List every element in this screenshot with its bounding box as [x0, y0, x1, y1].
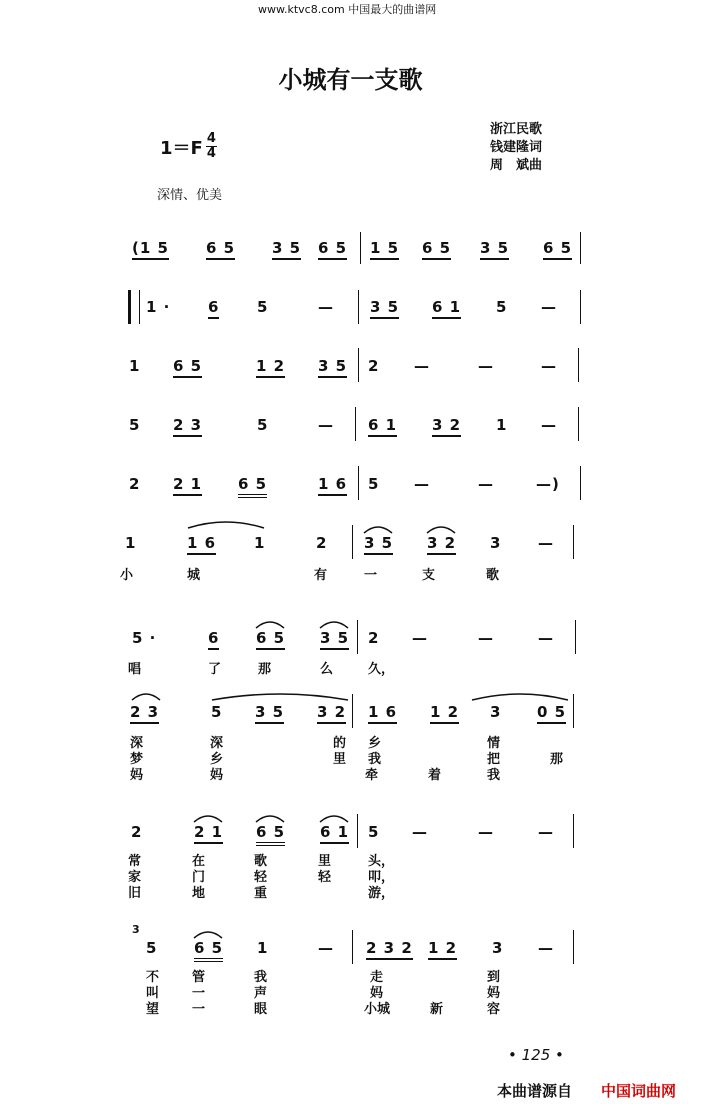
note: 3 5: [272, 238, 301, 260]
staff-row-4: [0, 415, 701, 439]
lyric: 那: [258, 662, 272, 677]
note: 3 5: [320, 628, 349, 650]
note: 5: [211, 703, 223, 721]
note: 6 1: [368, 415, 397, 437]
note: 3 5: [255, 702, 284, 724]
note: 5: [257, 298, 269, 316]
bar-line: [358, 466, 359, 500]
note: 1: [496, 416, 508, 434]
credit-origin: 浙江民歌: [490, 122, 543, 137]
time-signature: [206, 132, 217, 161]
note: 3: [490, 534, 502, 552]
slur-mark: [186, 518, 266, 530]
lyric: 深: [130, 736, 144, 751]
note: 2 3 2: [366, 938, 413, 960]
lyric: 游，: [368, 886, 395, 901]
lyric: 乡: [210, 752, 224, 767]
tempo-marking: 深情、优美: [157, 188, 223, 203]
bar-line: [357, 814, 358, 848]
lyric: 门: [192, 870, 206, 885]
lyric: 在: [192, 854, 206, 869]
note: 6: [208, 628, 219, 650]
note: 6 5: [422, 238, 451, 260]
note: —: [414, 475, 430, 493]
bar-line: [580, 232, 581, 264]
lyric: 把: [487, 752, 501, 767]
staff-row-9: [0, 822, 701, 846]
lyric: 妈: [130, 768, 144, 783]
lyric: 妈: [210, 768, 224, 783]
lyric: 望: [146, 1002, 160, 1017]
lyric: 么: [320, 662, 334, 677]
lyric: 有: [314, 568, 328, 583]
bar-line: [573, 930, 574, 964]
note: —: [541, 298, 557, 316]
lyric: 里: [318, 854, 332, 869]
fermata-marker: 3: [132, 923, 141, 936]
note: 3 2: [432, 415, 461, 437]
slur-mark: [470, 690, 570, 702]
lyric: 头，: [368, 854, 395, 869]
note: 2 3: [130, 702, 159, 724]
lyric: 常: [128, 854, 142, 869]
lyric: 容: [487, 1002, 501, 1017]
lyric: 叩，: [368, 870, 395, 885]
lyric: 我: [254, 970, 268, 985]
note: —: [538, 823, 554, 841]
lyric: 到: [487, 970, 501, 985]
note: 1: [254, 534, 266, 552]
note: —: [478, 357, 494, 375]
credit-lyricist: 钱建隆词: [490, 140, 543, 155]
note: 2: [131, 823, 143, 841]
bar-line: [358, 290, 359, 324]
note: 6: [208, 297, 219, 319]
key-signature: [160, 132, 217, 161]
note: 5: [496, 298, 508, 316]
note: 3 2: [317, 702, 346, 724]
lyric: 一: [192, 1002, 206, 1017]
note: 3: [490, 703, 502, 721]
bar-line: [575, 620, 576, 654]
note: 1: [129, 357, 141, 375]
lyric: 乡: [368, 736, 382, 751]
slur-mark: [130, 690, 162, 702]
note: 6 5: [256, 822, 285, 846]
bar-line: [573, 525, 574, 559]
note: 5: [129, 416, 141, 434]
bar-line: [580, 466, 581, 500]
note: 5: [257, 416, 269, 434]
credits: [490, 121, 542, 175]
lyric: 小: [120, 568, 134, 583]
note: 2: [129, 475, 141, 493]
lyric: 着: [428, 768, 442, 783]
bar-line: [360, 232, 361, 264]
lyric: 管: [192, 970, 206, 985]
lyric: 走: [370, 970, 384, 985]
note: 5: [368, 823, 380, 841]
note: 1 2: [430, 702, 459, 724]
lyric: 支: [422, 568, 436, 583]
note: 5: [146, 939, 158, 957]
staff-row-7: [0, 628, 701, 652]
lyric: 歌: [486, 568, 500, 583]
lyric: 轻: [254, 870, 268, 885]
note: —: [318, 298, 334, 316]
note: 2: [368, 357, 380, 375]
bar-line: [352, 525, 353, 559]
note: 2: [368, 629, 380, 647]
bar-line: [357, 620, 358, 654]
note: 2 1: [194, 822, 223, 844]
staff-row-3: [0, 356, 701, 380]
lyric: 小城: [364, 1002, 391, 1017]
note: —: [538, 939, 554, 957]
bar-line: [573, 694, 574, 728]
bar-line: [580, 290, 581, 324]
note: —: [478, 823, 494, 841]
lyric: 叫: [146, 986, 160, 1001]
note: —: [412, 629, 428, 647]
bar-line: [578, 407, 579, 441]
lyric: 轻: [318, 870, 332, 885]
note: 0 5: [537, 702, 566, 724]
note: 6 5: [256, 628, 285, 650]
bar-line: [355, 407, 356, 441]
lyric: 梦: [130, 752, 144, 767]
lyric: 牵: [365, 768, 379, 783]
note: —: [412, 823, 428, 841]
note: (1 5: [132, 238, 169, 260]
source-site-link[interactable]: 中国词曲网: [601, 1082, 677, 1100]
staff-row-6: [0, 533, 701, 557]
note: 5: [368, 475, 380, 493]
staff-row-5: [0, 474, 701, 498]
repeat-start-sign: [128, 290, 140, 324]
bar-line: [578, 348, 579, 382]
note: 6 5: [318, 238, 347, 260]
note: 1: [257, 939, 269, 957]
lyric: 旧: [128, 886, 142, 901]
lyric: 我: [368, 752, 382, 767]
staff-row-8: [0, 702, 701, 726]
note: 1 2: [256, 356, 285, 378]
page-number: • 125 •: [508, 1046, 564, 1064]
note: 1 ·: [146, 298, 171, 316]
lyric: 不: [146, 970, 160, 985]
lyric: 地: [192, 886, 206, 901]
note: 1 6: [318, 474, 347, 496]
lyric: 一: [364, 568, 378, 583]
note: 6 5: [238, 474, 267, 498]
note: —: [538, 534, 554, 552]
lyric: 一: [192, 986, 206, 1001]
site-header-url[interactable]: www.ktvc8.com 中国最大的曲谱网: [258, 3, 437, 16]
source-label: 本曲谱源自: [497, 1082, 573, 1100]
note: 6 1: [432, 297, 461, 319]
lyric: 那: [550, 752, 564, 767]
note: 1: [125, 534, 137, 552]
bar-line: [573, 814, 574, 848]
bar-line: [352, 694, 353, 728]
note: —: [318, 939, 334, 957]
note: 2 3: [173, 415, 202, 437]
note: 5 ·: [132, 629, 157, 647]
note: 6 1: [320, 822, 349, 844]
lyric: 家: [128, 870, 142, 885]
note: 6 5: [543, 238, 572, 260]
bar-line: [358, 348, 359, 382]
note: 1 5: [370, 238, 399, 260]
note: 3 5: [364, 533, 393, 555]
note: 2 1: [173, 474, 202, 496]
note: —: [541, 416, 557, 434]
note: 1 2: [428, 938, 457, 960]
slur-mark: [210, 690, 350, 702]
lyric: 声: [254, 986, 268, 1001]
note: —: [414, 357, 430, 375]
key-label: 1＝F: [160, 137, 203, 159]
note: 6 5: [194, 938, 223, 962]
staff-row-10: [0, 938, 701, 962]
lyric: 唱: [128, 662, 142, 677]
time-denominator: 4: [206, 146, 216, 161]
note: 3: [492, 939, 504, 957]
lyric: 新: [430, 1002, 444, 1017]
lyric: 我: [487, 768, 501, 783]
lyric: 了: [208, 662, 222, 677]
lyric: 情: [487, 736, 501, 751]
note: 3 2: [427, 533, 456, 555]
note: —: [478, 475, 494, 493]
lyric: 歌: [254, 854, 268, 869]
note: 6 5: [206, 238, 235, 260]
staff-row-2: [0, 297, 701, 321]
lyric: 城: [187, 568, 201, 583]
lyric: 久，: [368, 662, 395, 677]
note: 3 5: [480, 238, 509, 260]
song-title: 小城有一支歌: [278, 66, 423, 94]
lyric: 深: [210, 736, 224, 751]
note: —): [536, 475, 560, 493]
note: —: [478, 629, 494, 647]
lyric: 妈: [487, 986, 501, 1001]
note: 3 5: [318, 356, 347, 378]
note: —: [318, 416, 334, 434]
lyric: 里: [333, 752, 347, 767]
note: 1 6: [368, 702, 397, 724]
note: —: [538, 629, 554, 647]
lyric: 眼: [254, 1002, 268, 1017]
note: 3 5: [370, 297, 399, 319]
credit-composer: 周 斌曲: [490, 158, 543, 173]
note: 2: [316, 534, 328, 552]
bar-line: [352, 930, 353, 964]
lyric: 的: [333, 736, 347, 751]
note: 1 6: [187, 533, 216, 555]
note: —: [541, 357, 557, 375]
note: 6 5: [173, 356, 202, 378]
lyric: 重: [254, 886, 268, 901]
lyric: 妈: [370, 986, 384, 1001]
time-numerator: 4: [206, 131, 216, 146]
staff-row-1: [0, 238, 701, 262]
